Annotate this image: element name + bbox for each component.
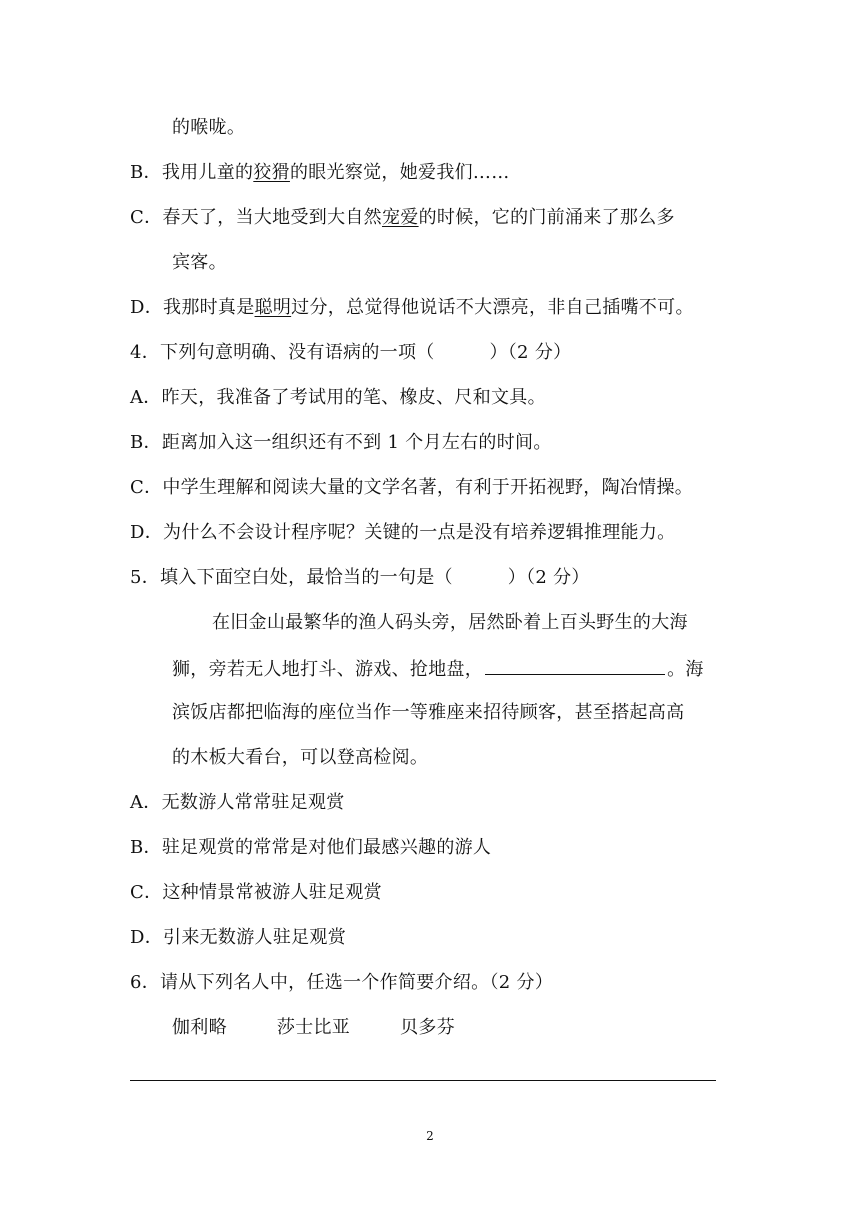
q3-option-c-continuation: 宾客。: [172, 252, 227, 273]
underlined-word: 聪明: [254, 297, 292, 318]
q5-option-b: B．驻足观赏的常常是对他们最感兴趣的游人: [130, 837, 492, 858]
name-item: 莎士比亚: [276, 1017, 351, 1038]
q5-option-c: C．这种情景常被游人驻足观赏: [130, 882, 382, 903]
passage-text: 。海: [667, 659, 704, 680]
fill-in-blank[interactable]: [485, 656, 665, 675]
option-text: 过分，总觉得他说话不大漂亮，非自己插嘴不可。: [291, 297, 694, 318]
underlined-word: 狡猾: [253, 162, 290, 183]
q5-passage-line: 的木板大看台，可以登高检阅。: [172, 747, 429, 768]
name-item: 伽利略: [172, 1017, 227, 1038]
q4-option-a: A．昨天，我准备了考试用的笔、橡皮、尺和文具。: [130, 387, 546, 408]
name-item: 贝多芬: [400, 1017, 456, 1038]
q3-option-d: [130, 296, 694, 320]
q4-option-c: C．中学生理解和阅读大量的文学名著，有利于开拓视野，陶冶情操。: [130, 477, 694, 498]
q5-passage-line: 滨饭店都把临海的座位当作一等雅座来招待顾客，甚至搭起高高: [172, 702, 685, 723]
page-number: 2: [426, 1129, 434, 1143]
q5-option-a: A．无数游人常常驻足观赏: [130, 792, 345, 813]
q6-names: [172, 1016, 505, 1040]
underlined-word: 宠爱: [381, 207, 419, 228]
q5-passage-line-with-blank: [172, 656, 704, 682]
q4-option-b: B．距离加入这一组织还有不到 1 个月左右的时间。: [130, 432, 552, 453]
continued-line: 的喉咙。: [172, 117, 246, 138]
q3-option-c: [130, 206, 675, 230]
option-text: B．我用儿童的: [130, 162, 254, 183]
option-text: C．春天了，当大地受到大自然: [130, 207, 382, 228]
q3-option-b: [130, 161, 510, 185]
q4-option-d: D．为什么不会设计程序呢？关键的一点是没有培养逻辑推理能力。: [130, 522, 676, 543]
option-text: 的时候，它的门前涌来了那么多: [418, 207, 675, 228]
q5-passage-line: 在旧金山最繁华的渔人码头旁，居然卧着上百头野生的大海: [212, 612, 688, 633]
answer-line[interactable]: [130, 1080, 716, 1081]
option-text: D．我那时真是: [130, 297, 255, 318]
q5-option-d: D．引来无数游人驻足观赏: [130, 927, 347, 948]
option-text: 的眼光察觉，她爱我们……: [289, 162, 510, 183]
passage-text: 狮，旁若无人地打斗、游戏、抢地盘，: [172, 659, 484, 680]
q6-stem: 6．请从下列名人中，任选一个作简要介绍。（2 分）: [130, 972, 554, 993]
q4-stem: 4．下列句意明确、没有语病的一项（ ）（2 分）: [130, 342, 572, 363]
q5-stem: 5．填入下面空白处，最恰当的一句是（ ）（2 分）: [130, 567, 590, 588]
